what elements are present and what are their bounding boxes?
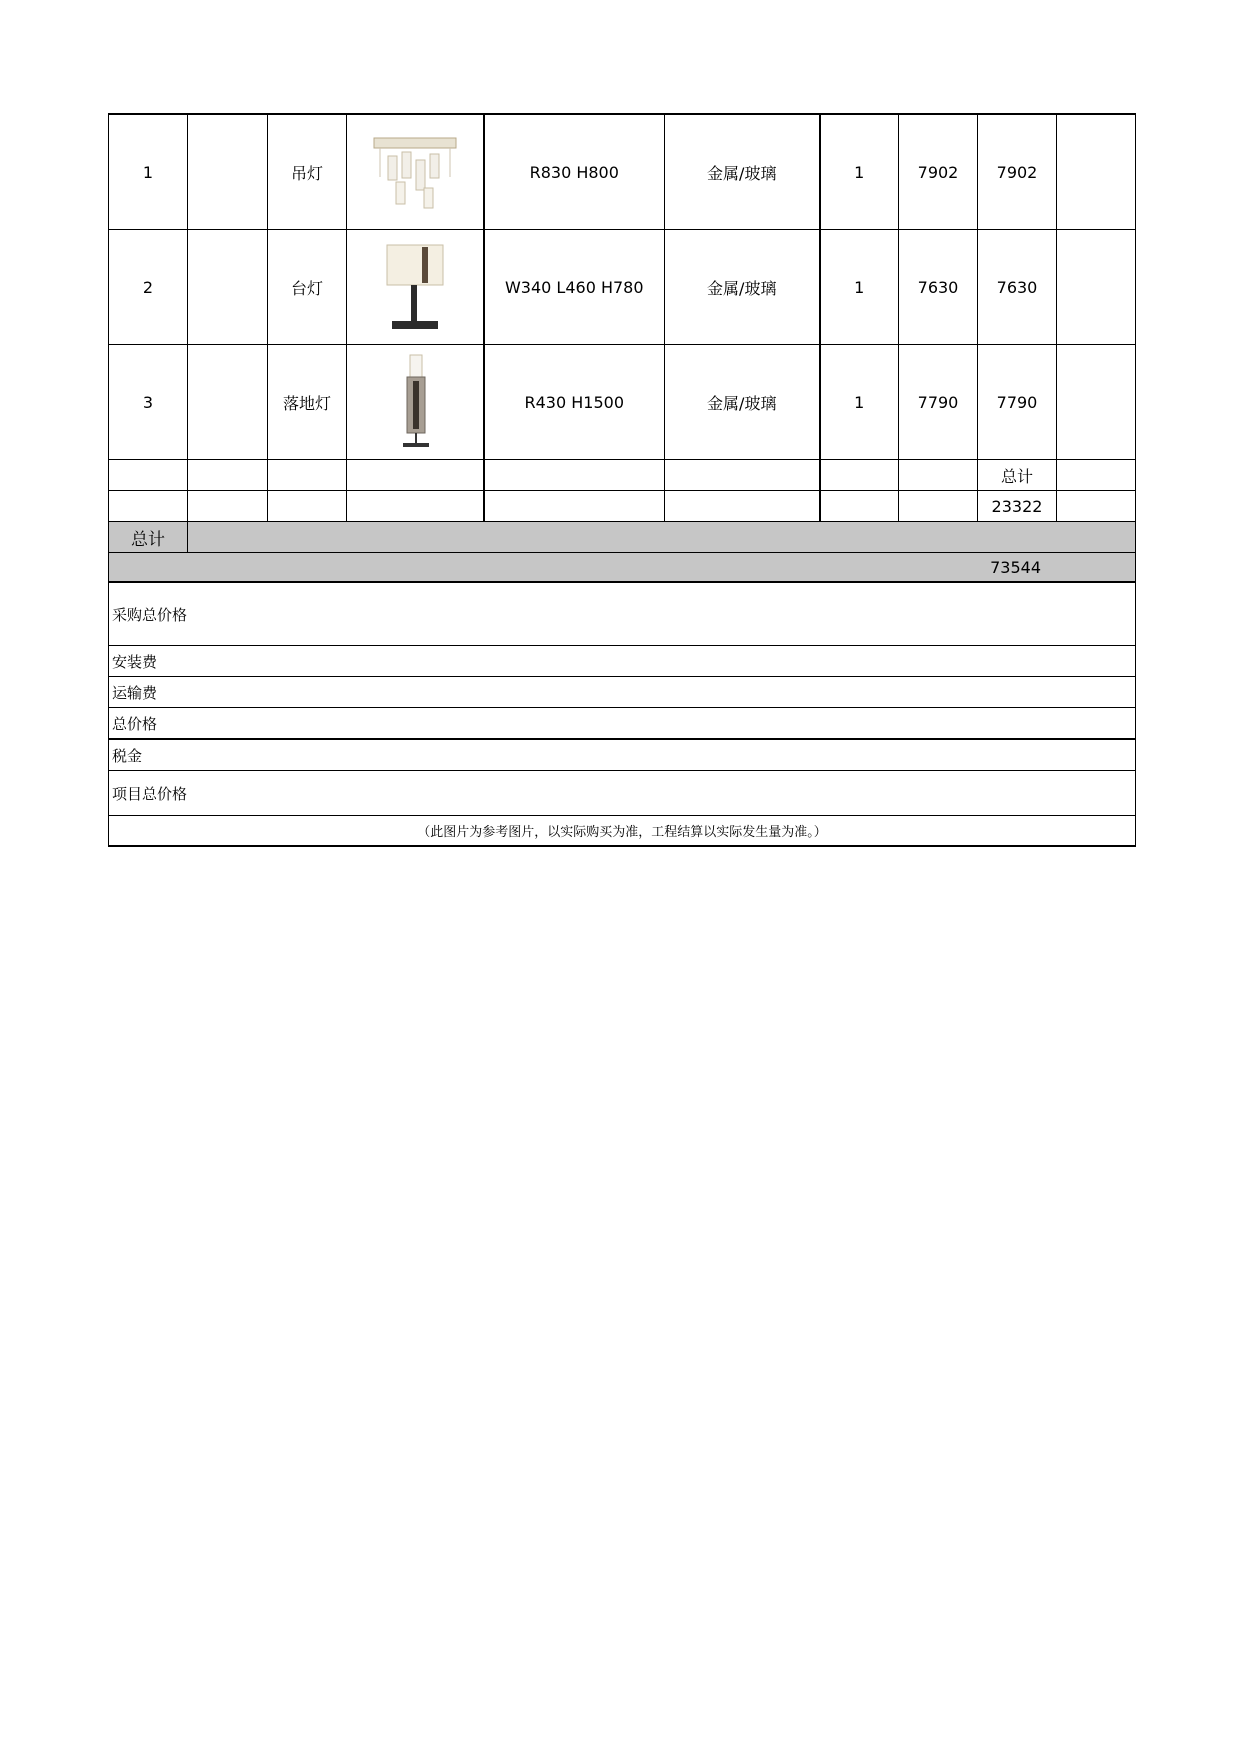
quotation-sheet bbox=[108, 113, 1135, 847]
item-spec: R830 H800 bbox=[484, 114, 665, 230]
project-total-row bbox=[109, 771, 1136, 816]
project-total-label: 项目总价格 bbox=[109, 771, 1136, 816]
subtotal-value: 23322 bbox=[978, 491, 1057, 522]
grand-total-value: 73544 bbox=[109, 553, 1136, 583]
item-unit-price: 7790 bbox=[899, 345, 978, 460]
installation-fee-label: 安装费 bbox=[109, 646, 1136, 677]
item-name: 台灯 bbox=[268, 230, 347, 345]
shipping-fee-row bbox=[109, 677, 1136, 708]
installation-fee-row bbox=[109, 646, 1136, 677]
subtotal-label-row bbox=[109, 460, 1136, 491]
item-unit-price: 7630 bbox=[899, 230, 978, 345]
item-qty: 1 bbox=[820, 114, 899, 230]
item-material: 金属/玻璃 bbox=[665, 345, 820, 460]
pendant-lamp-icon bbox=[370, 132, 460, 212]
shipping-fee-label: 运输费 bbox=[109, 677, 1136, 708]
subtotal-value-row bbox=[109, 491, 1136, 522]
grand-total-label: 总计 bbox=[109, 522, 188, 553]
item-image bbox=[347, 230, 484, 345]
item-unit-price: 7902 bbox=[899, 114, 978, 230]
item-total: 7630 bbox=[978, 230, 1057, 345]
table-lamp-icon bbox=[370, 241, 460, 333]
grand-total-value-row bbox=[109, 553, 1136, 583]
floor-lamp-icon bbox=[370, 353, 460, 451]
item-material: 金属/玻璃 bbox=[665, 230, 820, 345]
item-image bbox=[347, 345, 484, 460]
purchase-total-label: 采购总价格 bbox=[109, 582, 1136, 646]
tax-label: 税金 bbox=[109, 739, 1136, 771]
note-row bbox=[109, 816, 1136, 847]
item-name: 落地灯 bbox=[268, 345, 347, 460]
item-image bbox=[347, 114, 484, 230]
grand-total-label-row bbox=[109, 522, 1136, 553]
item-name: 吊灯 bbox=[268, 114, 347, 230]
item-code bbox=[188, 345, 268, 460]
item-qty: 1 bbox=[820, 230, 899, 345]
item-remark bbox=[1057, 230, 1136, 345]
item-code bbox=[188, 114, 268, 230]
item-no: 1 bbox=[109, 114, 188, 230]
item-code bbox=[188, 230, 268, 345]
subtotal-label: 总计 bbox=[978, 460, 1057, 491]
item-no: 2 bbox=[109, 230, 188, 345]
table-row bbox=[109, 230, 1136, 345]
item-no: 3 bbox=[109, 345, 188, 460]
item-spec: W340 L460 H780 bbox=[484, 230, 665, 345]
item-remark bbox=[1057, 114, 1136, 230]
item-qty: 1 bbox=[820, 345, 899, 460]
item-total: 7902 bbox=[978, 114, 1057, 230]
table-row bbox=[109, 345, 1136, 460]
item-material: 金属/玻璃 bbox=[665, 114, 820, 230]
tax-row bbox=[109, 739, 1136, 771]
total-price-label: 总价格 bbox=[109, 708, 1136, 740]
price-table bbox=[108, 113, 1136, 847]
total-price-row bbox=[109, 708, 1136, 740]
item-total: 7790 bbox=[978, 345, 1057, 460]
item-spec: R430 H1500 bbox=[484, 345, 665, 460]
table-row bbox=[109, 114, 1136, 230]
purchase-total-row bbox=[109, 582, 1136, 646]
footnote: （此图片为参考图片，以实际购买为准，工程结算以实际发生量为准。） bbox=[109, 816, 1136, 847]
item-remark bbox=[1057, 345, 1136, 460]
